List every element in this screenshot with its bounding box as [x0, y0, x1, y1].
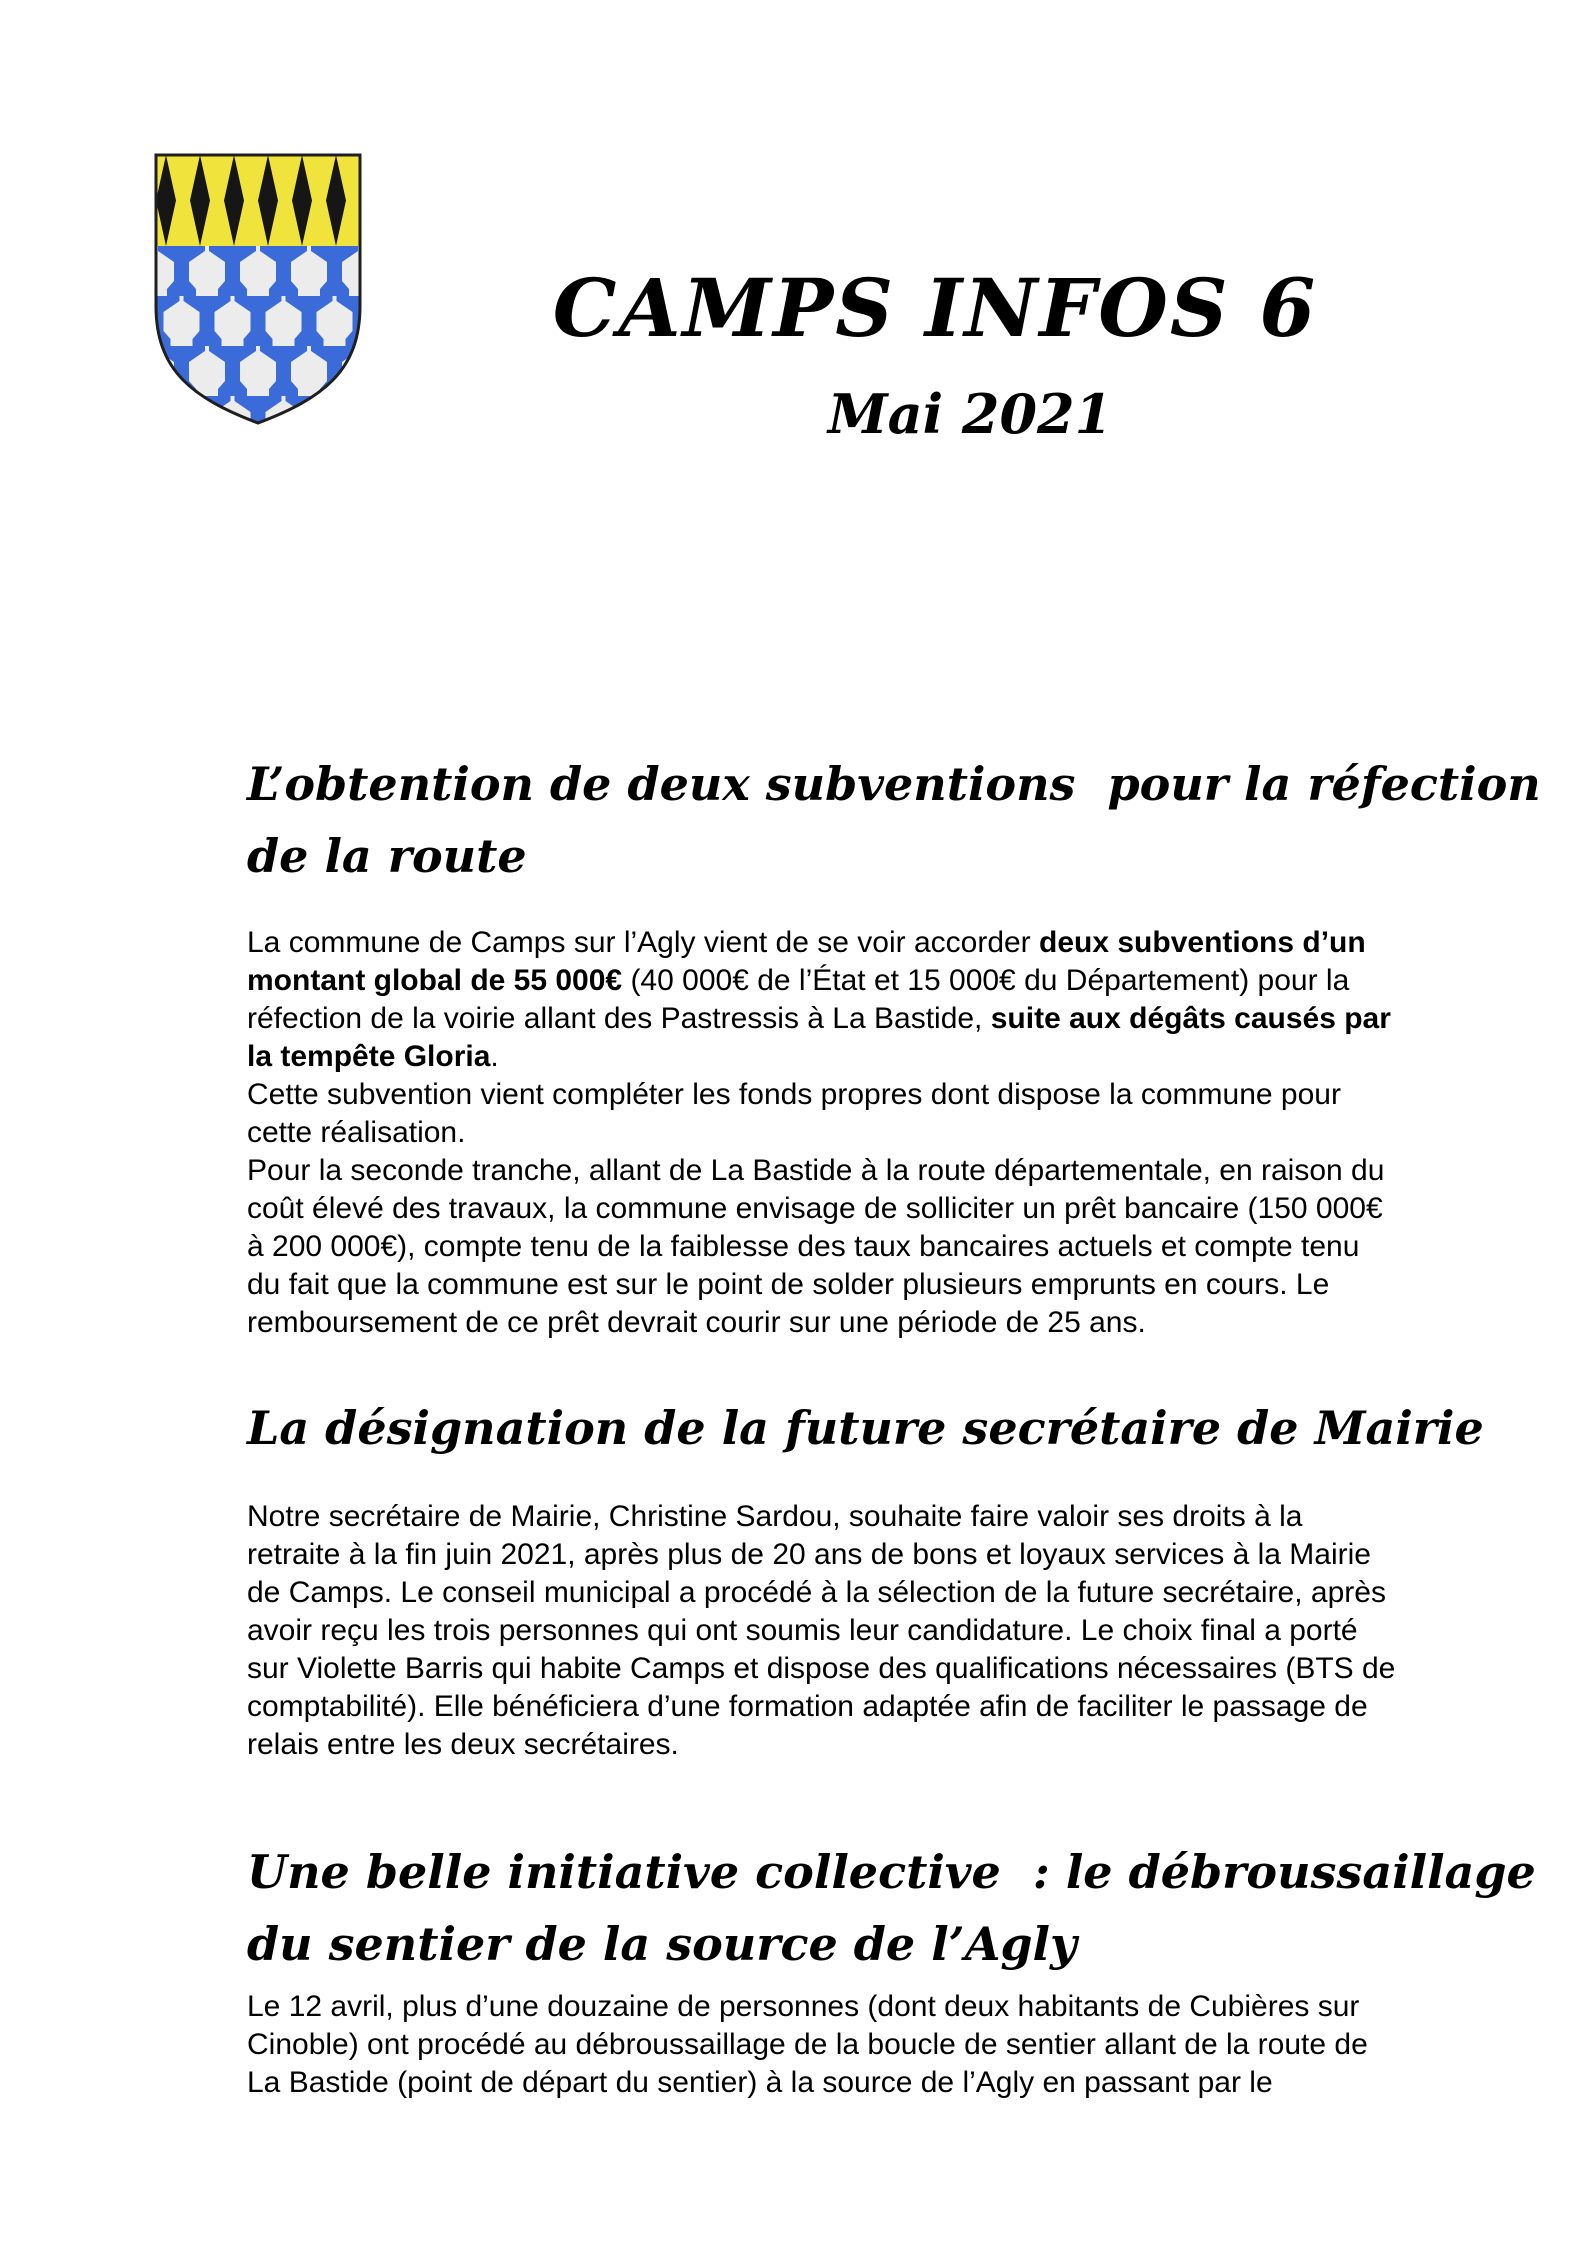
text-run-bold: deux subventions d’un montant global de 55 000€ — [247, 926, 1366, 997]
text-run: Le 12 avril, plus d’une douzaine de personnes (dont deux habitants de Cubières sur Cinoble) ont procédé au débroussaillage de la boucle de sentier allant de la route de La Bastide (point de départ du sentier) à la source de l’Agly en passant par le — [247, 1990, 1368, 2099]
text-run-bold: suite aux dégâts causés par la tempête Gloria — [247, 1002, 1391, 1073]
paragraph — [247, 1988, 1399, 2102]
paragraph — [247, 1152, 1399, 1342]
section-heading-debroussaillage — [247, 1836, 1536, 1980]
text-run: Notre secrétaire de Mairie, Christine Sardou, souhaite faire valoir ses droits à la retraite à la fin juin 2021, après plus de 20 ans de bons et loyaux services à la Mairie de Camps. Le conseil municipal a procédé à la sélection de la future secrétaire, après avoir reçu les trois personnes qui ont soumis leur candidature. Le choix final a porté sur Violette Barris qui habite Camps et dispose des qualifications nécessaires (BTS de comptabilité). Elle bénéficiera d’une formation adaptée afin de faciliter le passage de relais entre les deux secrétaires. — [247, 1500, 1396, 1761]
section-body-debroussaillage — [247, 1988, 1399, 2102]
newsletter-title: CAMPS INFOS 6 — [552, 261, 1318, 355]
text-run: . — [490, 1040, 499, 1073]
text-run: Cette subvention vient compléter les fonds propres dont dispose la commune pour cette réalisation. — [247, 1078, 1341, 1149]
heading-line: L’obtention de deux subventions pour la réfection — [247, 757, 1541, 811]
heading-line: de la route — [247, 829, 527, 883]
paragraph — [247, 924, 1399, 1076]
text-run: La commune de Camps sur l’Agly vient de se voir accorder — [247, 926, 1040, 959]
shield-field-vair — [156, 246, 360, 428]
paragraph — [247, 1076, 1399, 1152]
heading-line: Une belle initiative collective : le débroussaillage — [247, 1845, 1536, 1899]
section-body-secretaire — [247, 1498, 1399, 1764]
section-heading-secretaire — [247, 1392, 1484, 1464]
shield-chief-fusily — [156, 155, 360, 246]
text-run: (40 000€ de l’État et 15 000€ du Département) pour la réfection de la voirie allant des Pastressis à La Bastide, — [247, 964, 1350, 1035]
section-body-subventions — [247, 924, 1399, 1342]
heading-line: du sentier de la source de l’Agly — [247, 1917, 1077, 1971]
masthead — [340, 258, 1530, 444]
heading-line: La désignation de la future secrétaire de Mairie — [247, 1401, 1484, 1455]
paragraph — [247, 1498, 1399, 1764]
coat-of-arms-icon — [148, 150, 368, 428]
text-run: Pour la seconde tranche, allant de La Bastide à la route départementale, en raison du coût élevé des travaux, la commune envisage de solliciter un prêt bancaire (150 000€ à 200 000€), compte tenu de la faiblesse des taux bancaires actuels et compte tenu du fait que la commune est sur le point de solder plusieurs emprunts en cours. Le remboursement de ce prêt devrait courir sur une période de 25 ans. — [247, 1154, 1385, 1339]
section-heading-subventions — [247, 748, 1541, 892]
newsletter-date: Mai 2021 — [827, 382, 1113, 446]
